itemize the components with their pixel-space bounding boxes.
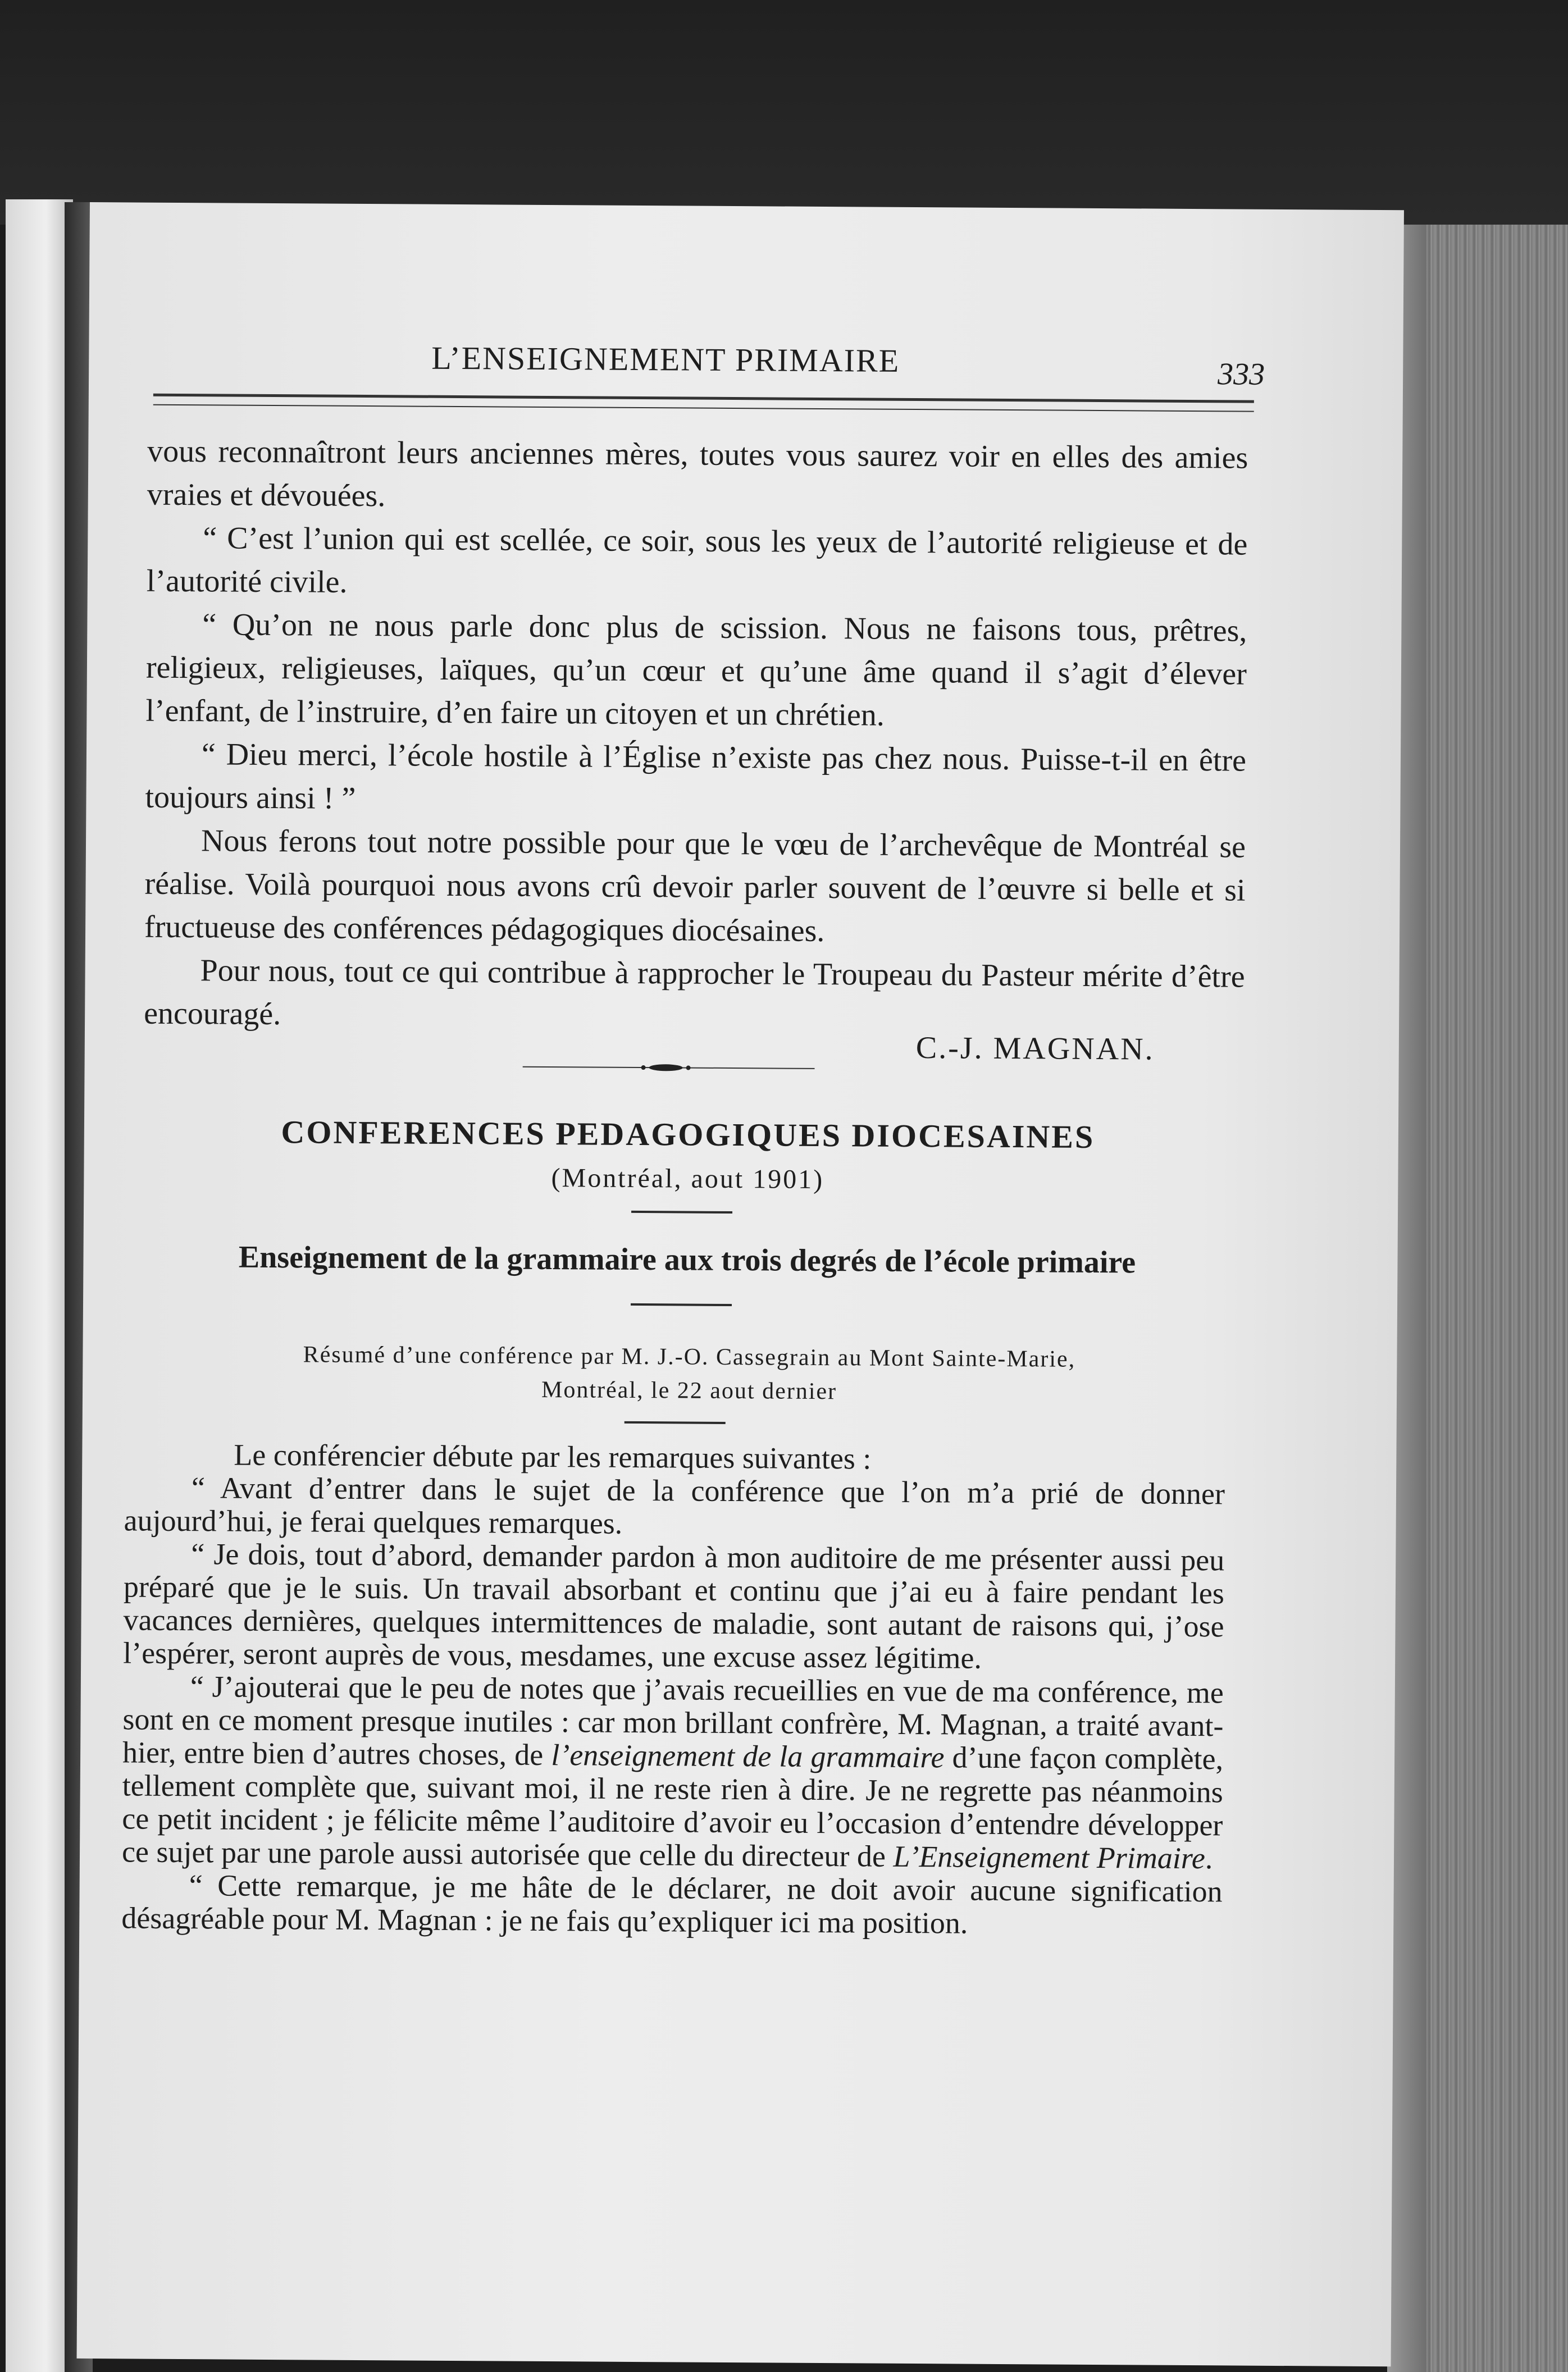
paragraph <box>122 1669 1224 1875</box>
page-header <box>89 337 1403 390</box>
header-rule <box>153 394 1254 412</box>
text-run: d’une façon complète, tellement complète que, suivant moi, il ne reste rien à dire. Je ne regrette pas néanmoins ce petit incident ; je félicite même l’auditoire d’avoir eu l’occasion d’entendre développer ce sujet par une parole aussi autorisée que celle du directeur de <box>121 1740 1224 1873</box>
paragraph: Nous ferons tout notre possible pour que le vœu de l’archevêque de Montréal se réalise. Voilà pourquoi nous avons crû devoir parler souvent de l’œuvre si belle et si fructueuse des conférences pédagogiques diocésaines. <box>144 823 1246 949</box>
paragraph: Le conférencier débute par les remarques suivantes : <box>234 1438 872 1476</box>
italic-run: l’enseignement de la grammaire <box>551 1738 945 1775</box>
divider-rule <box>631 1211 732 1214</box>
text-run: . <box>1205 1841 1213 1876</box>
paragraph: “ Avant d’entrer dans le sujet de la conférence que l’on m’a prié de donner aujourd’hui, je ferai quelques remarques. <box>124 1471 1225 1540</box>
paragraph: “ Dieu merci, l’école hostile à l’Église n’existe pas chez nous. Puisse-t-il en être toujours ainsi ! ” <box>145 737 1247 816</box>
scan-background <box>0 0 1568 225</box>
ornament-divider-icon <box>523 1061 815 1074</box>
book-page <box>77 202 1404 2366</box>
facing-page-edge <box>6 199 73 2372</box>
continuation-text <box>144 430 1248 1042</box>
paragraph: “ C’est l’union qui est scellée, ce soir, sous les yeux de l’autorité religieuse et de l’autorité civile. <box>146 521 1248 600</box>
page-block-edges <box>1387 225 1568 2372</box>
paragraph: “ Qu’on ne nous parle donc plus de scission. Nous ne faisons tous, prêtres, religieux, religieuses, laïques, qu’un cœur et qu’une âme quand il s’agit d’élever l’enfant, de l’instruire, d’en faire un citoyen et un chrétien. <box>145 607 1247 733</box>
byline <box>150 1337 1229 1411</box>
byline-line: Résumé d’une conférence par M. J.-O. Cassegrain au Mont Sainte-Marie, <box>303 1342 1076 1372</box>
section-title: CONFERENCES PEDAGOGIQUES DIOCESAINES <box>281 1114 1095 1155</box>
section-subtitle: (Montréal, aout 1901) <box>551 1163 824 1195</box>
paragraph: vous reconnaîtront leurs anciennes mères, toutes vous saurez voir en elles des amies vraies et dévouées. <box>147 434 1248 514</box>
article-title: Enseignement de la grammaire aux trois degrés de l’école primaire <box>238 1239 1136 1280</box>
running-title: L’ENSEIGNEMENT PRIMAIRE <box>431 339 900 379</box>
signature: C.-J. MAGNAN. <box>915 1030 1155 1067</box>
article-text <box>121 1438 1225 1941</box>
text-run: “ J’ajouterai que le peu de notes que j’avais recueillies en vue de ma conférence, me sont en ce moment presque inutiles : car mon brillant confrère, M. Magnan, a traité avant-hier, entre bien d’autres choses, de <box>122 1669 1224 1772</box>
italic-run: L’Enseignement Primaire <box>893 1839 1206 1876</box>
paragraph: “ Cette remarque, je me hâte de le déclarer, ne doit avoir aucune signification désagréable pour M. Magnan : je ne fais qu’expliquer ici ma position. <box>121 1868 1223 1940</box>
paragraph: “ Je dois, tout d’abord, demander pardon à mon auditoire de me présenter aussi peu préparé que je le suis. Un travail absorbant et continu que j’ai eu à faire pendant les vacances dernières, quelques intermittences de maladie, sont autant de raisons qui, j’ose l’espérer, seront auprès de vous, mesdames, une excuse assez légitime. <box>123 1537 1225 1675</box>
page-number: 333 <box>1217 357 1265 392</box>
byline-line: Montréal, le 22 aout dernier <box>541 1376 837 1405</box>
divider-rule <box>631 1303 732 1306</box>
divider-rule <box>625 1421 726 1424</box>
paragraph: Pour nous, tout ce qui contribue à rapprocher le Troupeau du Pasteur mérite d’être encouragé. <box>143 953 1245 1032</box>
